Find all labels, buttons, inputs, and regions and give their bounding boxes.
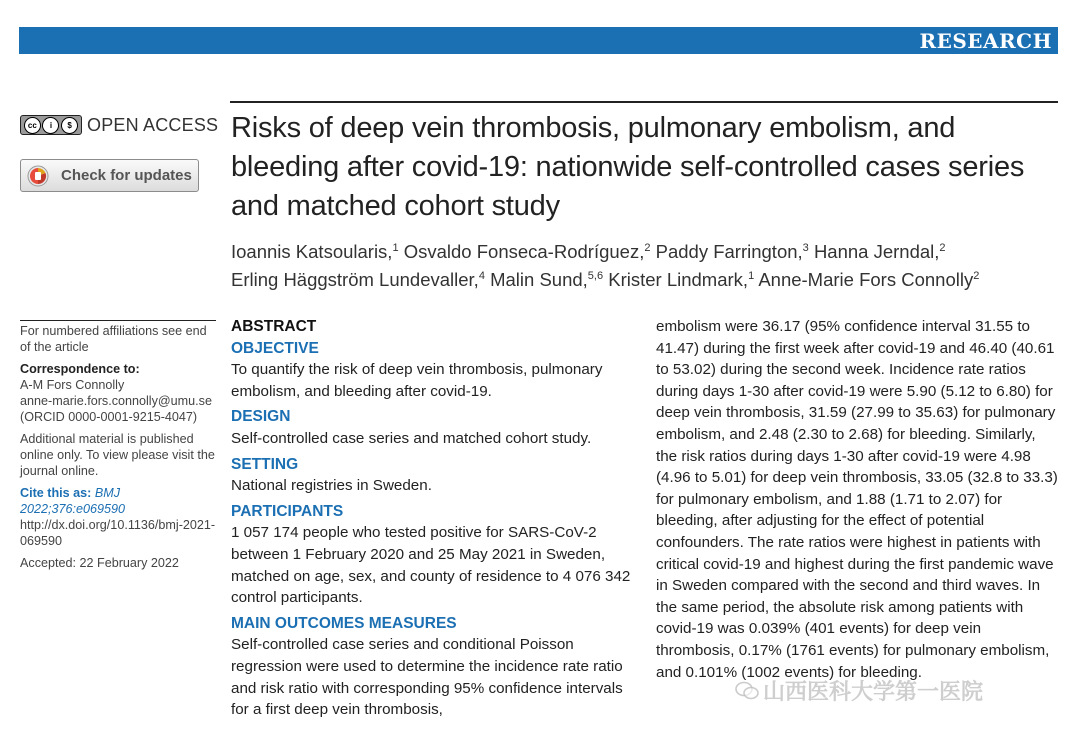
main-outcomes-heading: MAIN OUTCOMES MEASURES bbox=[231, 614, 457, 632]
author: Osvaldo Fonseca-Rodríguez, bbox=[403, 241, 645, 262]
objective-heading: OBJECTIVE bbox=[231, 339, 319, 357]
objective-text: To quantify the risk of deep vein thrombosis, pulmonary embolism, and bleeding after covid-19. bbox=[231, 361, 603, 400]
section-banner bbox=[19, 27, 1058, 54]
author-affiliation: 1 bbox=[748, 270, 755, 282]
author-affiliation: 3 bbox=[802, 242, 809, 254]
author-affiliation: 1 bbox=[392, 242, 399, 254]
setting-heading: SETTING bbox=[231, 455, 299, 473]
watermark-text: 山西医科大学第一医院 bbox=[763, 679, 984, 704]
section-label: RESEARCH bbox=[919, 29, 1052, 53]
author: Hanna Jerndal, bbox=[813, 241, 940, 262]
design-text: Self-controlled case series and matched cohort study. bbox=[231, 429, 592, 447]
check-for-updates-label: Check for updates bbox=[61, 167, 192, 184]
abstract-continuation: embolism were 36.17 (95% confidence interval 31.55 to 41.47) during the first week after covid-19 and 46.40 (40.61 to 53.02) during the second week. Incidence rate ratios during days 1-30 after covid-19 were 5.90 (5.12 to 6.80) for deep vein thrombosis, 31.59 (27.99 to 35.63) for pulmonary embolism, and 2.48 (2.30 to 2.68) for bleeding. Similarly, the risk ratios during days 1-30 after covid-19 were 4.98 (4.96 to 5.01) for deep vein thrombosis, 33.05 (32.8 to 33.3) for pulmonary embolism, and 1.88 (1.71 to 2.07) for bleeding, after adjusting for the effect of potential confounders. The rate ratios were highest in patients with critical covid-19 and highest during the first pandemic wave in Sweden compared with the second and third waves. In the same period, the absolute risk among patients with covid-19 was 0.039% (401 events) for deep vein thrombosis, 0.17% (1761 events) for pulmonary embolism, and 0.101% (1002 events) for bleeding. bbox=[656, 318, 1058, 681]
cite-label: Cite this as: bbox=[20, 486, 92, 500]
author: Erling Häggström Lundevaller, bbox=[231, 269, 479, 290]
setting-text: National registries in Sweden. bbox=[231, 477, 432, 495]
watermark bbox=[735, 675, 983, 706]
open-access-label: OPEN ACCESS bbox=[87, 114, 219, 135]
author: Ioannis Katsoularis, bbox=[231, 241, 393, 262]
wechat-icon bbox=[735, 681, 759, 701]
correspondence-name: A-M Fors Connolly bbox=[20, 378, 125, 392]
participants-text: 1 057 174 people who tested positive for SARS-CoV-2 between 1 February 2020 and 25 May 2021 in Sweden, matched on age, sex, and county of residence to 4 076 342 control participants. bbox=[231, 524, 631, 607]
article-info-sidebar bbox=[20, 323, 218, 577]
author-affiliation: 4 bbox=[478, 270, 485, 282]
abstract-heading: ABSTRACT bbox=[231, 318, 317, 335]
design-heading: DESIGN bbox=[231, 408, 291, 426]
correspondence-label: Correspondence to: bbox=[20, 362, 140, 376]
accepted-date: Accepted: 22 February 2022 bbox=[20, 556, 179, 570]
crossmark-icon bbox=[27, 165, 49, 187]
author-affiliation: 2 bbox=[644, 242, 651, 254]
article-title: Risks of deep vein thrombosis, pulmonary embolism, and bleeding after covid-19: nationwide self-controlled cases series and matched cohort study bbox=[231, 112, 1025, 222]
author: Malin Sund, bbox=[490, 269, 588, 290]
additional-material-note: Additional material is published online only. To view please visit the journal online. bbox=[20, 432, 215, 478]
participants-heading: PARTICIPANTS bbox=[231, 502, 344, 520]
author-affiliation: 2 bbox=[973, 270, 980, 282]
author: Krister Lindmark, bbox=[608, 269, 749, 290]
open-access-row bbox=[20, 113, 218, 137]
author: Anne-Marie Fors Connolly bbox=[758, 269, 974, 290]
author-affiliation: 5,6 bbox=[587, 270, 604, 282]
orcid: (ORCID 0000-0001-9215-4047) bbox=[20, 410, 198, 424]
author: Paddy Farrington, bbox=[655, 241, 803, 262]
sidebar-rule bbox=[20, 320, 216, 321]
doi-link[interactable]: http://dx.doi.org/10.1136/bmj-2021-069590 bbox=[20, 518, 216, 548]
check-for-updates-button[interactable] bbox=[20, 159, 199, 192]
cc-by-nc-icon: cc i $ bbox=[20, 115, 82, 135]
main-outcomes-text: Self-controlled case series and conditional Poisson regression were used to determine the incidence rate ratio and risk ratio with corresponding 95% confidence intervals for a first deep vein thrombosis, bbox=[231, 636, 623, 719]
affiliations-note: For numbered affiliations see end of the article bbox=[20, 324, 207, 354]
author-affiliation: 2 bbox=[939, 242, 946, 254]
cite-reference: BMJ 2022;376:e069590 bbox=[20, 486, 126, 516]
correspondence-email[interactable]: anne-marie.fors.connolly@umu.se bbox=[20, 394, 212, 408]
abstract-column bbox=[231, 316, 631, 721]
title-rule bbox=[230, 101, 1058, 103]
author-list bbox=[231, 238, 1051, 294]
